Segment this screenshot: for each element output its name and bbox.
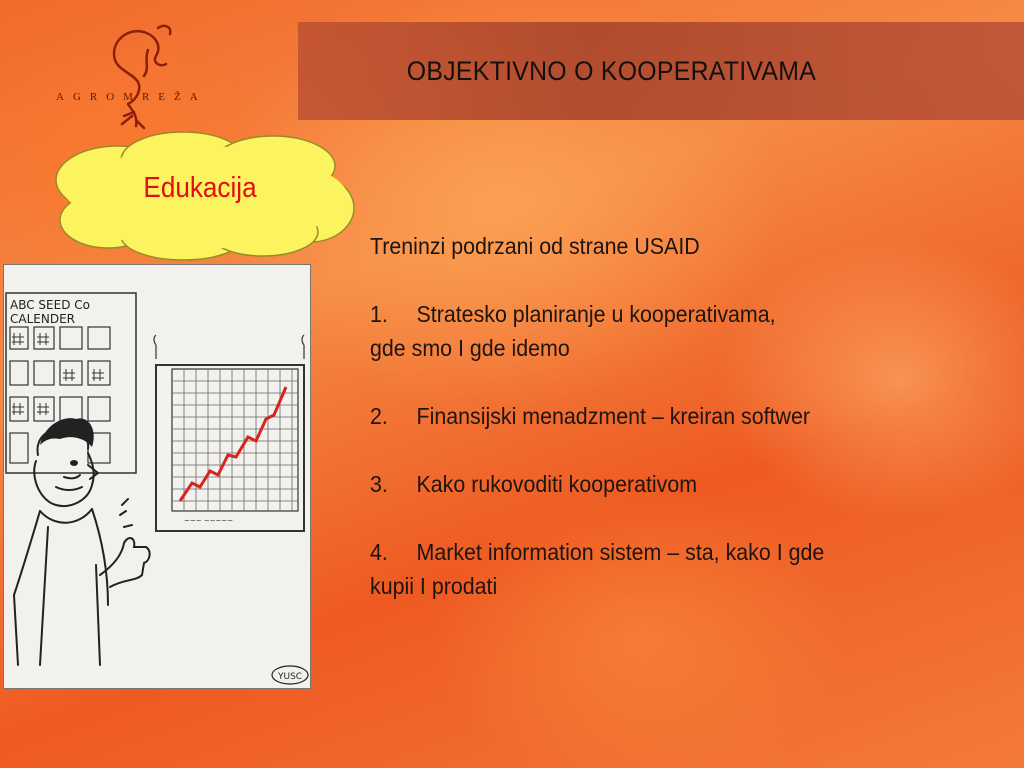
svg-text:CALENDER: CALENDER [10,312,75,326]
slide-title: OBJEKTIVNO O KOOPERATIVAMA [406,55,816,86]
item-text: Market information sistem – sta, kako I gde [416,539,825,565]
cloud-label: Edukacija [143,172,257,204]
logo-wordmark: AGROMREŽA [56,91,207,103]
svg-text:YUSC: YUSC [278,672,303,682]
item-number: 2. [370,403,388,429]
item-continuation: gde smo I gde idemo [370,335,570,361]
item-number: 4. [370,539,388,565]
intro-text: Treninzi podrzani od strane USAID [370,233,700,259]
item-text: Kako rukovoditi kooperativom [416,471,698,497]
item-text: Stratesko planiranje u kooperativama, [416,301,776,327]
svg-text:ABC SEED Co: ABC SEED Co [10,298,90,312]
item-number: 1. [370,301,388,327]
list-item [370,467,965,501]
title-bar [298,22,1024,120]
item-continuation: kupii I prodati [370,573,498,599]
content-block [370,229,1010,603]
cartoon-illustration [3,264,311,689]
svg-text:~~~ ~~~~~: ~~~ ~~~~~ [184,517,234,525]
agromreza-logo [52,20,222,135]
item-text: Finansijski menadzment – kreiran softwer [416,403,810,429]
item-number: 3. [370,471,388,497]
list-item [370,297,965,331]
list-item [370,399,965,433]
cartoon-drawing [4,265,311,689]
list-item [370,535,965,569]
